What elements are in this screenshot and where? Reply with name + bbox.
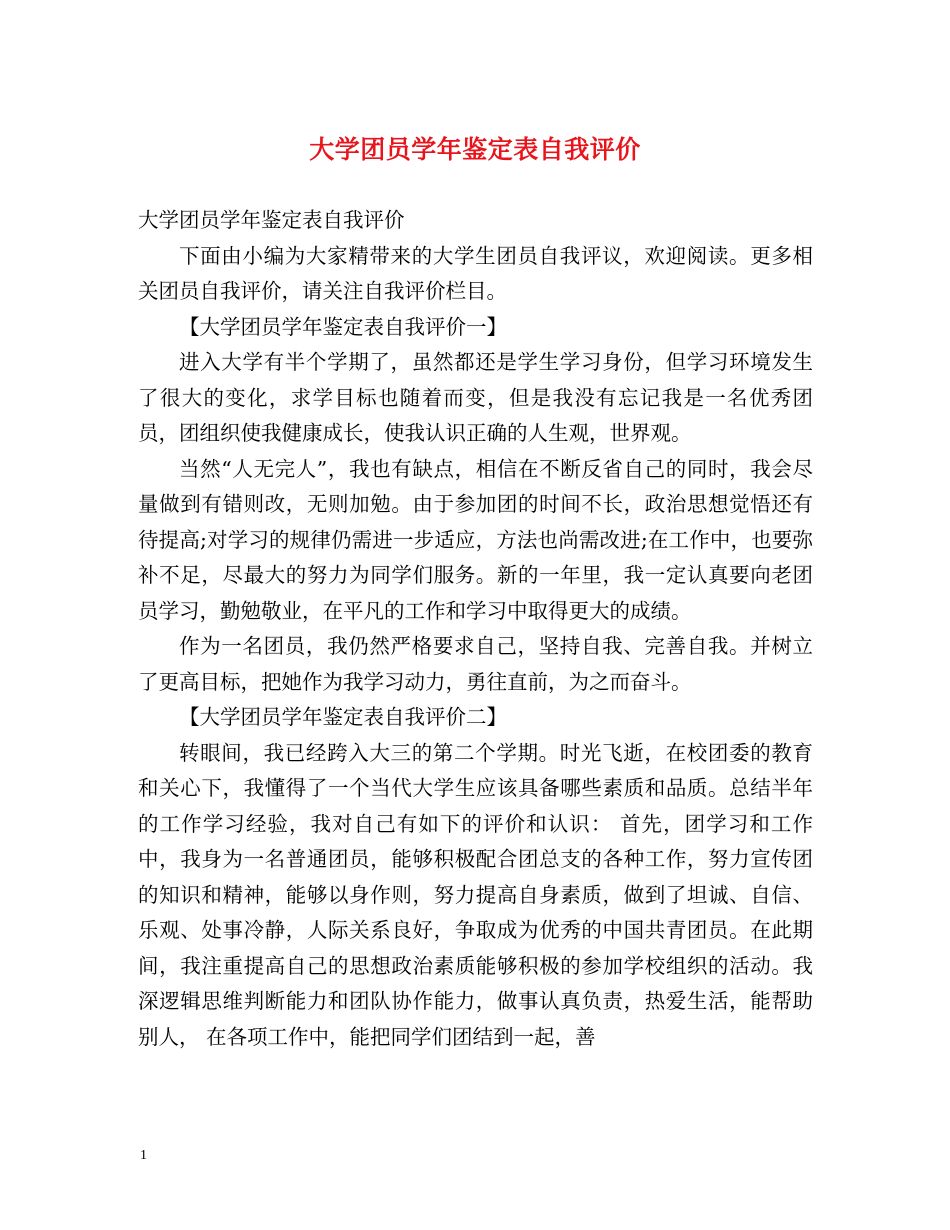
intro-paragraph: 下面由小编为大家精带来的大学生团员自我评议，欢迎阅读。更多相关团员自我评价，请关注自我评价栏目。 bbox=[138, 243, 813, 303]
document-body bbox=[138, 203, 813, 1055]
subtitle-paragraph: 大学团员学年鉴定表自我评价 bbox=[138, 208, 405, 232]
document-title: 大学团员学年鉴定表自我评价 bbox=[309, 135, 641, 164]
body-paragraph: 作为一名团员，我仍然严格要求自己，坚持自我、完善自我。并树立了更高目标，把她作为我学习动力，勇往直前，为之而奋斗。 bbox=[138, 634, 813, 694]
section-heading-one: 【大学团员学年鉴定表自我评价一】 bbox=[179, 314, 507, 339]
body-paragraph: 转眼间，我已经跨入大三的第二个学期。时光飞逝，在校团委的教育和关心下，我懂得了一个当代大学生应该具备哪些素质和品质。总结半年的工作学习经验，我对自己有如下的评价和认识： 首先，团学习和工作中，我身为一名普通团员，能够积极配合团总支的各种工作，努力宣传团的知识和精神，能够以身作则，努力提高自身素质，做到了坦诚、自信、乐观、处事冷静，人际关系良好，争取成为优秀的中国共青团员。在此期间，我注重提高自己的思想政治素质能够积极的参加学校组织的活动。我深逻辑思维判断能力和团队协作能力，做事认真负责，热爱生活，能帮助别人， 在各项工作中，能把同学们团结到一起，善 bbox=[138, 740, 813, 1049]
page-number: 1 bbox=[140, 1148, 147, 1163]
body-paragraph: 当然“人无完人”，我也有缺点，相信在不断反省自己的同时，我会尽量做到有错则改，无则加勉。由于参加团的时间不长，政治思想觉悟还有待提高;对学习的规律仍需进一步适应，方法也尚需改进;在工作中，也要弥补不足，尽最大的努力为同学们服务。新的一年里，我一定认真要向老团员学习，勤勉敬业，在平凡的工作和学习中取得更大的成绩。 bbox=[138, 456, 813, 623]
body-paragraph: 进入大学有半个学期了，虽然都还是学生学习身份，但学习环境发生了很大的变化，求学目标也随着而变，但是我没有忘记我是一名优秀团员，团组织使我健康成长，使我认识正确的人生观，世界观。 bbox=[138, 350, 813, 445]
section-heading-two: 【大学团员学年鉴定表自我评价二】 bbox=[179, 705, 507, 729]
